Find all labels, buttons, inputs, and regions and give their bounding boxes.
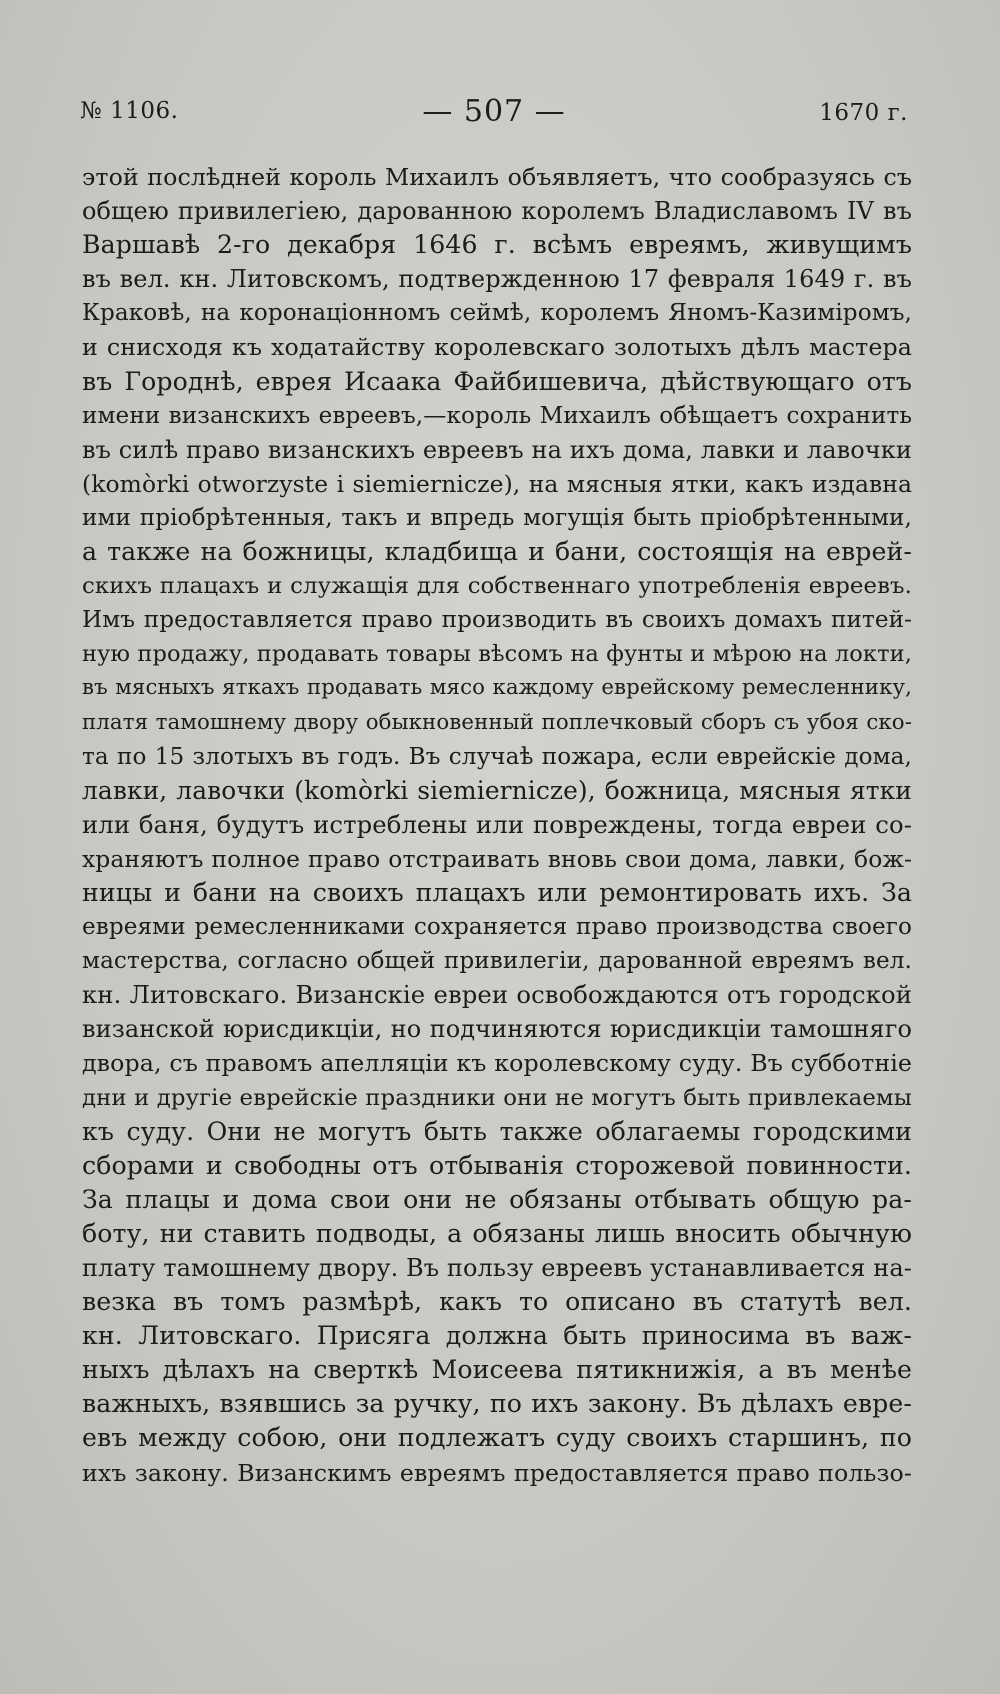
document-number: № 1106. (80, 98, 179, 124)
text-line: евреями ремесленниками сохраняется право производства своего (82, 914, 912, 941)
text-line: визанской юрисдикціи, но подчиняются юрисдикціи тамошняго (82, 1015, 912, 1044)
text-line: имени визанскихъ евреевъ,—король Михаилъ обѣщаетъ сохранить (82, 402, 912, 429)
text-line: къ суду. Они не могутъ быть также облагаемы городскими (82, 1116, 912, 1146)
body-text (82, 160, 912, 1490)
text-line: въ вел. кн. Литовскомъ, подтвержденною 17 февраля 1649 г. въ (82, 265, 912, 294)
text-line: везка въ томъ размѣрѣ, какъ то описано въ статутѣ вел. (82, 1287, 912, 1317)
text-line: общею привилегіею, дарованною королемъ Владиславомъ IV въ (82, 197, 912, 226)
text-line: евъ между собою, они подлежатъ суду своихъ старшинъ, по (82, 1423, 912, 1453)
page-number: — 507 — (422, 94, 566, 129)
text-line: или баня, будутъ истреблены или повреждены, тогда евреи со- (82, 809, 912, 839)
text-line: та по 15 злотыхъ въ годъ. Въ случаѣ пожара, если еврейскіе дома, (82, 743, 912, 770)
text-line: этой послѣдней король Михаилъ объявляетъ, что сообразуясь съ (82, 163, 912, 191)
text-line: Имъ предоставляется право производить въ своихъ домахъ питей- (82, 607, 912, 634)
text-line: а также на божницы, кладбища и бани, состоящія на еврей- (82, 537, 912, 567)
text-line: боту, ни ставить подводы, а обязаны лишь вносить обычную (82, 1218, 912, 1248)
text-line: Варшавѣ 2-го декабря 1646 г. всѣмъ евреямъ, живущимъ (82, 230, 912, 260)
text-line: ихъ закону. Визанскимъ евреямъ предоставляется право пользо- (82, 1458, 912, 1487)
text-line: (komòrki otworzyste i siemiernicze), на мясныя ятки, какъ издавна (82, 469, 912, 498)
text-line: платя тамошнему двору обыкновенный поплечковый сборъ съ убоя ско- (82, 709, 912, 735)
text-line: скихъ плацахъ и служащія для собственнаго употребленія евреевъ. (82, 573, 912, 600)
text-line: храняютъ полное право отстраивать вновь свои дома, лавки, бож- (82, 844, 912, 873)
text-line: За плацы и дома свои они не обязаны отбывать общую ра- (82, 1184, 912, 1214)
text-line: кн. Литовскаго. Присяга должна быть приносима въ важ- (82, 1321, 912, 1351)
page-header (80, 96, 908, 136)
text-line: сборами и свободны отъ отбыванія сторожевой повинности. (82, 1150, 912, 1180)
text-line: двора, съ правомъ апелляціи къ королевскому суду. Въ субботніе (82, 1049, 912, 1078)
text-line: въ Городнѣ, еврея Исаака Файбишевича, дѣйствующаго отъ (82, 366, 912, 396)
document-year: 1670 г. (819, 100, 908, 126)
text-line: ныхъ дѣлахъ на сверткѣ Моисеева пятикнижія, а въ менѣе (82, 1355, 912, 1385)
text-line: важныхъ, взявшись за ручку, по ихъ закону. Въ дѣлахъ евре- (82, 1389, 912, 1419)
text-line: дни и другіе еврейскіе праздники они не могутъ быть привлекаемы (82, 1084, 912, 1111)
text-line: плату тамошнему двору. Въ пользу евреевъ устанавливается на- (82, 1254, 912, 1282)
text-line: кн. Литовскаго. Визанскіе евреи освобождаются отъ городской (82, 980, 912, 1010)
text-line: ими пріобрѣтенныя, такъ и впредь могущія быть пріобрѣтенными, (82, 504, 912, 531)
text-line: ную продажу, продавать товары вѣсомъ на фунты и мѣрою на локти, (82, 641, 912, 668)
text-line: ницы и бани на своихъ плацахъ или ремонтировать ихъ. За (82, 877, 912, 907)
text-line: въ мясныхъ яткахъ продавать мясо каждому еврейскому ремесленнику, (82, 675, 912, 701)
text-line: и снисходя къ ходатайству королевскаго золотыхъ дѣлъ мастера (82, 333, 912, 362)
text-line: мастерства, согласно общей привилегіи, дарованной евреямъ вел. (82, 948, 912, 975)
text-line: въ силѣ право визанскихъ евреевъ на ихъ дома, лавки и лавочки (82, 435, 912, 464)
text-line: Краковѣ, на коронаціонномъ сеймѣ, королемъ Яномъ-Казиміромъ, (82, 300, 912, 327)
text-line: лавки, лавочки (komòrki siemiernicze), божница, мясныя ятки (82, 775, 912, 805)
